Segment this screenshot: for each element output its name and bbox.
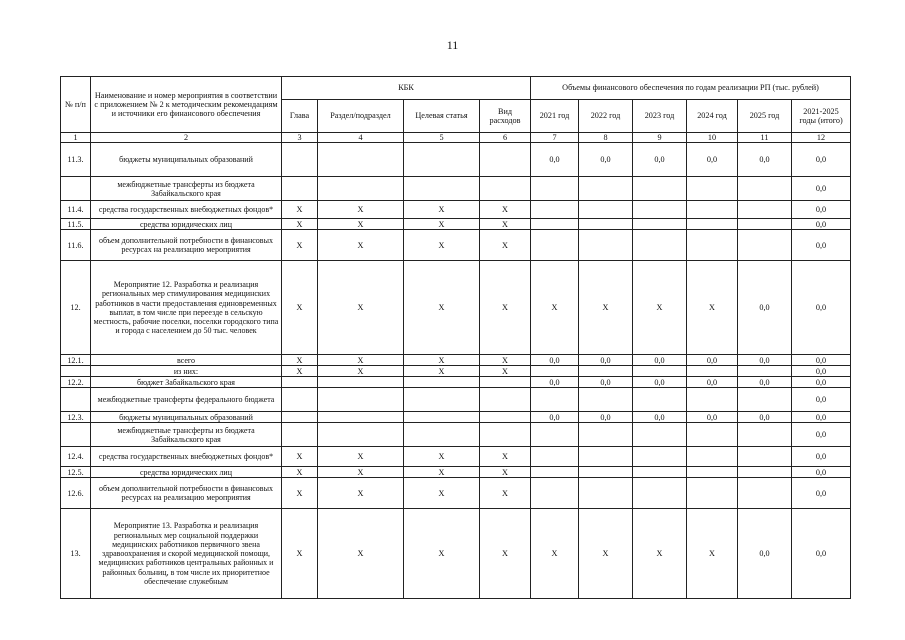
row-name: средства государственных внебюджетных фондов*: [91, 447, 282, 467]
row-cell: [687, 467, 738, 478]
row-cell: 0,0: [792, 366, 851, 377]
row-number: [61, 177, 91, 201]
row-cell: [282, 143, 318, 177]
row-cell: [738, 219, 792, 230]
row-cell: [579, 478, 633, 509]
row-cell: X: [404, 219, 480, 230]
row-cell: [480, 412, 531, 423]
row-cell: [738, 467, 792, 478]
row-cell: [579, 219, 633, 230]
table-row: [61, 412, 851, 423]
row-cell: X: [404, 201, 480, 219]
column-number: 3: [282, 133, 318, 143]
table-row: [61, 355, 851, 366]
row-number: [61, 388, 91, 412]
header-kbk-vid: Вид расходов: [480, 100, 531, 133]
row-cell: X: [282, 509, 318, 599]
row-cell: [480, 423, 531, 447]
row-cell: X: [282, 366, 318, 377]
row-cell: [318, 412, 404, 423]
header-year-total: 2021-2025 годы (итого): [792, 100, 851, 133]
row-cell: [579, 388, 633, 412]
row-cell: X: [318, 478, 404, 509]
row-cell: 0,0: [738, 143, 792, 177]
row-cell: [633, 388, 687, 412]
row-cell: 0,0: [579, 377, 633, 388]
row-number: 12.4.: [61, 447, 91, 467]
page-number: 11: [446, 38, 459, 52]
row-cell: 0,0: [687, 355, 738, 366]
row-cell: X: [318, 230, 404, 261]
row-cell: [738, 478, 792, 509]
row-cell: 0,0: [738, 261, 792, 355]
row-cell: [318, 423, 404, 447]
header-year-2024: 2024 год: [687, 100, 738, 133]
row-cell: [738, 201, 792, 219]
row-name: бюджет Забайкальского края: [91, 377, 282, 388]
row-cell: X: [282, 219, 318, 230]
row-cell: [738, 366, 792, 377]
header-year-2021: 2021 год: [531, 100, 579, 133]
row-number: 12.5.: [61, 467, 91, 478]
row-cell: X: [318, 366, 404, 377]
row-cell: 0,0: [792, 377, 851, 388]
row-cell: X: [282, 447, 318, 467]
row-name: бюджеты муниципальных образований: [91, 412, 282, 423]
row-cell: [579, 467, 633, 478]
column-number: 12: [792, 133, 851, 143]
row-number: 12.3.: [61, 412, 91, 423]
row-cell: X: [282, 355, 318, 366]
row-name: бюджеты муниципальных образований: [91, 143, 282, 177]
table-row: [61, 377, 851, 388]
row-number: 11.6.: [61, 230, 91, 261]
row-cell: [687, 388, 738, 412]
row-cell: [633, 177, 687, 201]
row-cell: [687, 423, 738, 447]
table-row: [61, 366, 851, 377]
row-cell: 0,0: [792, 355, 851, 366]
row-cell: X: [404, 230, 480, 261]
table-row: [61, 388, 851, 412]
row-cell: [318, 377, 404, 388]
row-cell: X: [282, 201, 318, 219]
row-cell: [738, 388, 792, 412]
row-cell: 0,0: [792, 177, 851, 201]
row-name: из них:: [91, 366, 282, 377]
table-row: [61, 219, 851, 230]
row-cell: X: [480, 201, 531, 219]
header-year-2025: 2025 год: [738, 100, 792, 133]
row-cell: [633, 201, 687, 219]
row-cell: [318, 388, 404, 412]
header-year-2023: 2023 год: [633, 100, 687, 133]
row-cell: X: [633, 261, 687, 355]
row-cell: X: [480, 467, 531, 478]
row-number: 12.2.: [61, 377, 91, 388]
row-cell: X: [282, 478, 318, 509]
row-cell: 0,0: [792, 467, 851, 478]
row-cell: X: [480, 509, 531, 599]
row-cell: X: [282, 467, 318, 478]
row-cell: X: [404, 366, 480, 377]
financing-table: [60, 76, 851, 599]
header-name: Наименование и номер мероприятия в соответствии с приложением № 2 к методическим рекомендациям и источники его финансового обеспечения: [91, 77, 282, 133]
row-cell: X: [531, 509, 579, 599]
table-row: [61, 423, 851, 447]
table-row: [61, 201, 851, 219]
column-number: 10: [687, 133, 738, 143]
row-cell: X: [318, 261, 404, 355]
row-cell: X: [687, 261, 738, 355]
column-number: 4: [318, 133, 404, 143]
row-cell: X: [282, 230, 318, 261]
row-cell: [531, 423, 579, 447]
row-cell: [579, 447, 633, 467]
row-cell: [687, 366, 738, 377]
row-cell: [579, 201, 633, 219]
row-number: 13.: [61, 509, 91, 599]
row-cell: X: [633, 509, 687, 599]
row-cell: X: [480, 355, 531, 366]
row-cell: 0,0: [738, 509, 792, 599]
row-cell: [579, 423, 633, 447]
row-cell: 0,0: [531, 143, 579, 177]
row-cell: [687, 478, 738, 509]
row-cell: 0,0: [792, 230, 851, 261]
header-volumes: Объемы финансового обеспечения по годам реализации РП (тыс. рублей): [531, 77, 851, 100]
row-cell: [404, 388, 480, 412]
row-cell: X: [318, 219, 404, 230]
row-cell: [531, 366, 579, 377]
row-cell: [633, 467, 687, 478]
row-cell: [738, 177, 792, 201]
row-cell: [404, 412, 480, 423]
row-cell: 0,0: [792, 423, 851, 447]
row-cell: X: [404, 447, 480, 467]
row-name: межбюджетные трансферты из бюджета Забайкальского края: [91, 423, 282, 447]
row-cell: [687, 447, 738, 467]
row-cell: 0,0: [579, 355, 633, 366]
row-cell: 0,0: [792, 509, 851, 599]
row-cell: 0,0: [687, 412, 738, 423]
row-cell: X: [480, 230, 531, 261]
row-cell: X: [480, 261, 531, 355]
header-kbk-glava: Глава: [282, 100, 318, 133]
row-cell: [480, 177, 531, 201]
header-kbk: КБК: [282, 77, 531, 100]
header-kbk-statya: Целевая статья: [404, 100, 480, 133]
row-cell: 0,0: [792, 447, 851, 467]
row-cell: 0,0: [633, 143, 687, 177]
column-number: 2: [91, 133, 282, 143]
row-cell: [633, 478, 687, 509]
row-number: 11.4.: [61, 201, 91, 219]
table-row: [61, 177, 851, 201]
column-number: 11: [738, 133, 792, 143]
column-number: 8: [579, 133, 633, 143]
row-cell: X: [282, 261, 318, 355]
row-cell: [480, 377, 531, 388]
row-cell: [531, 467, 579, 478]
column-number: 1: [61, 133, 91, 143]
row-cell: 0,0: [579, 143, 633, 177]
row-cell: [531, 230, 579, 261]
row-cell: 0,0: [531, 377, 579, 388]
row-cell: X: [480, 366, 531, 377]
row-cell: [318, 177, 404, 201]
row-name: межбюджетные трансферты из бюджета Забайкальского края: [91, 177, 282, 201]
row-name: объем дополнительной потребности в финансовых ресурсах на реализацию мероприятия: [91, 478, 282, 509]
row-cell: [404, 177, 480, 201]
table-row: [61, 143, 851, 177]
row-cell: X: [318, 447, 404, 467]
row-number: 12.1.: [61, 355, 91, 366]
row-cell: X: [404, 261, 480, 355]
row-cell: [633, 447, 687, 467]
column-number: 7: [531, 133, 579, 143]
row-number: 11.5.: [61, 219, 91, 230]
row-cell: X: [318, 201, 404, 219]
row-cell: 0,0: [687, 143, 738, 177]
row-name: средства государственных внебюджетных фондов*: [91, 201, 282, 219]
row-cell: [480, 143, 531, 177]
row-cell: [738, 230, 792, 261]
row-cell: 0,0: [792, 478, 851, 509]
row-number: 12.: [61, 261, 91, 355]
row-cell: X: [480, 447, 531, 467]
row-cell: [579, 366, 633, 377]
header-year-2022: 2022 год: [579, 100, 633, 133]
row-cell: [579, 230, 633, 261]
row-name: средства юридических лиц: [91, 467, 282, 478]
row-cell: X: [318, 509, 404, 599]
row-cell: X: [531, 261, 579, 355]
row-cell: [738, 447, 792, 467]
row-cell: [687, 230, 738, 261]
row-cell: 0,0: [738, 355, 792, 366]
row-cell: X: [579, 509, 633, 599]
row-cell: 0,0: [579, 412, 633, 423]
row-cell: [687, 201, 738, 219]
row-name: Мероприятие 13. Разработка и реализация региональных мер социальной поддержки медицинских работников первичного звена здравоохранения и скорой медицинской помощи, медицинских работников центральных районных и районных больниц, в том числе их приоритетное обеспечение служебным: [91, 509, 282, 599]
row-cell: [318, 143, 404, 177]
row-cell: [633, 230, 687, 261]
row-cell: X: [480, 478, 531, 509]
row-cell: 0,0: [633, 412, 687, 423]
column-number: 9: [633, 133, 687, 143]
row-cell: X: [404, 509, 480, 599]
column-number: 5: [404, 133, 480, 143]
row-cell: [480, 388, 531, 412]
row-cell: 0,0: [687, 377, 738, 388]
row-cell: [282, 377, 318, 388]
header-kbk-razdel: Раздел/подраздел: [318, 100, 404, 133]
row-cell: 0,0: [633, 355, 687, 366]
row-cell: 0,0: [792, 201, 851, 219]
row-cell: [531, 177, 579, 201]
row-cell: 0,0: [792, 412, 851, 423]
table-row: [61, 261, 851, 355]
row-cell: 0,0: [738, 377, 792, 388]
row-number: [61, 423, 91, 447]
row-cell: 0,0: [792, 261, 851, 355]
row-cell: [404, 377, 480, 388]
table-row: [61, 509, 851, 599]
row-cell: [282, 412, 318, 423]
row-cell: [282, 177, 318, 201]
row-name: средства юридических лиц: [91, 219, 282, 230]
row-cell: [633, 423, 687, 447]
table-row: [61, 447, 851, 467]
row-cell: [282, 423, 318, 447]
row-name: Мероприятие 12. Разработка и реализация региональных мер стимулирования медицинских работников в части предоставления единовременных выплат, в том числе при переезде в сельскую местность, рабочие поселки, поселки городского типа и города с населением до 50 тыс. человек: [91, 261, 282, 355]
header-num: № п/п: [61, 77, 91, 133]
row-cell: [531, 388, 579, 412]
row-cell: X: [687, 509, 738, 599]
row-cell: [531, 447, 579, 467]
row-number: 12.6.: [61, 478, 91, 509]
row-cell: [633, 219, 687, 230]
row-cell: 0,0: [633, 377, 687, 388]
row-cell: [687, 219, 738, 230]
row-name: объем дополнительной потребности в финансовых ресурсах на реализацию мероприятия: [91, 230, 282, 261]
row-cell: [531, 219, 579, 230]
row-number: 11.3.: [61, 143, 91, 177]
row-cell: X: [318, 467, 404, 478]
row-cell: 0,0: [792, 143, 851, 177]
row-cell: [687, 177, 738, 201]
row-cell: 0,0: [531, 355, 579, 366]
row-cell: X: [480, 219, 531, 230]
row-cell: 0,0: [792, 219, 851, 230]
row-cell: X: [318, 355, 404, 366]
row-cell: 0,0: [792, 388, 851, 412]
row-cell: [579, 177, 633, 201]
row-cell: X: [404, 478, 480, 509]
row-name: межбюджетные трансферты федерального бюджета: [91, 388, 282, 412]
row-cell: X: [579, 261, 633, 355]
row-cell: [404, 143, 480, 177]
row-cell: 0,0: [531, 412, 579, 423]
row-number: [61, 366, 91, 377]
row-cell: [531, 201, 579, 219]
row-cell: [633, 366, 687, 377]
row-name: всего: [91, 355, 282, 366]
row-cell: X: [404, 355, 480, 366]
row-cell: [531, 478, 579, 509]
row-cell: [738, 423, 792, 447]
table-row: [61, 467, 851, 478]
row-cell: [404, 423, 480, 447]
table-row: [61, 230, 851, 261]
row-cell: [282, 388, 318, 412]
column-number: 6: [480, 133, 531, 143]
table-row: [61, 478, 851, 509]
row-cell: 0,0: [738, 412, 792, 423]
row-cell: X: [404, 467, 480, 478]
